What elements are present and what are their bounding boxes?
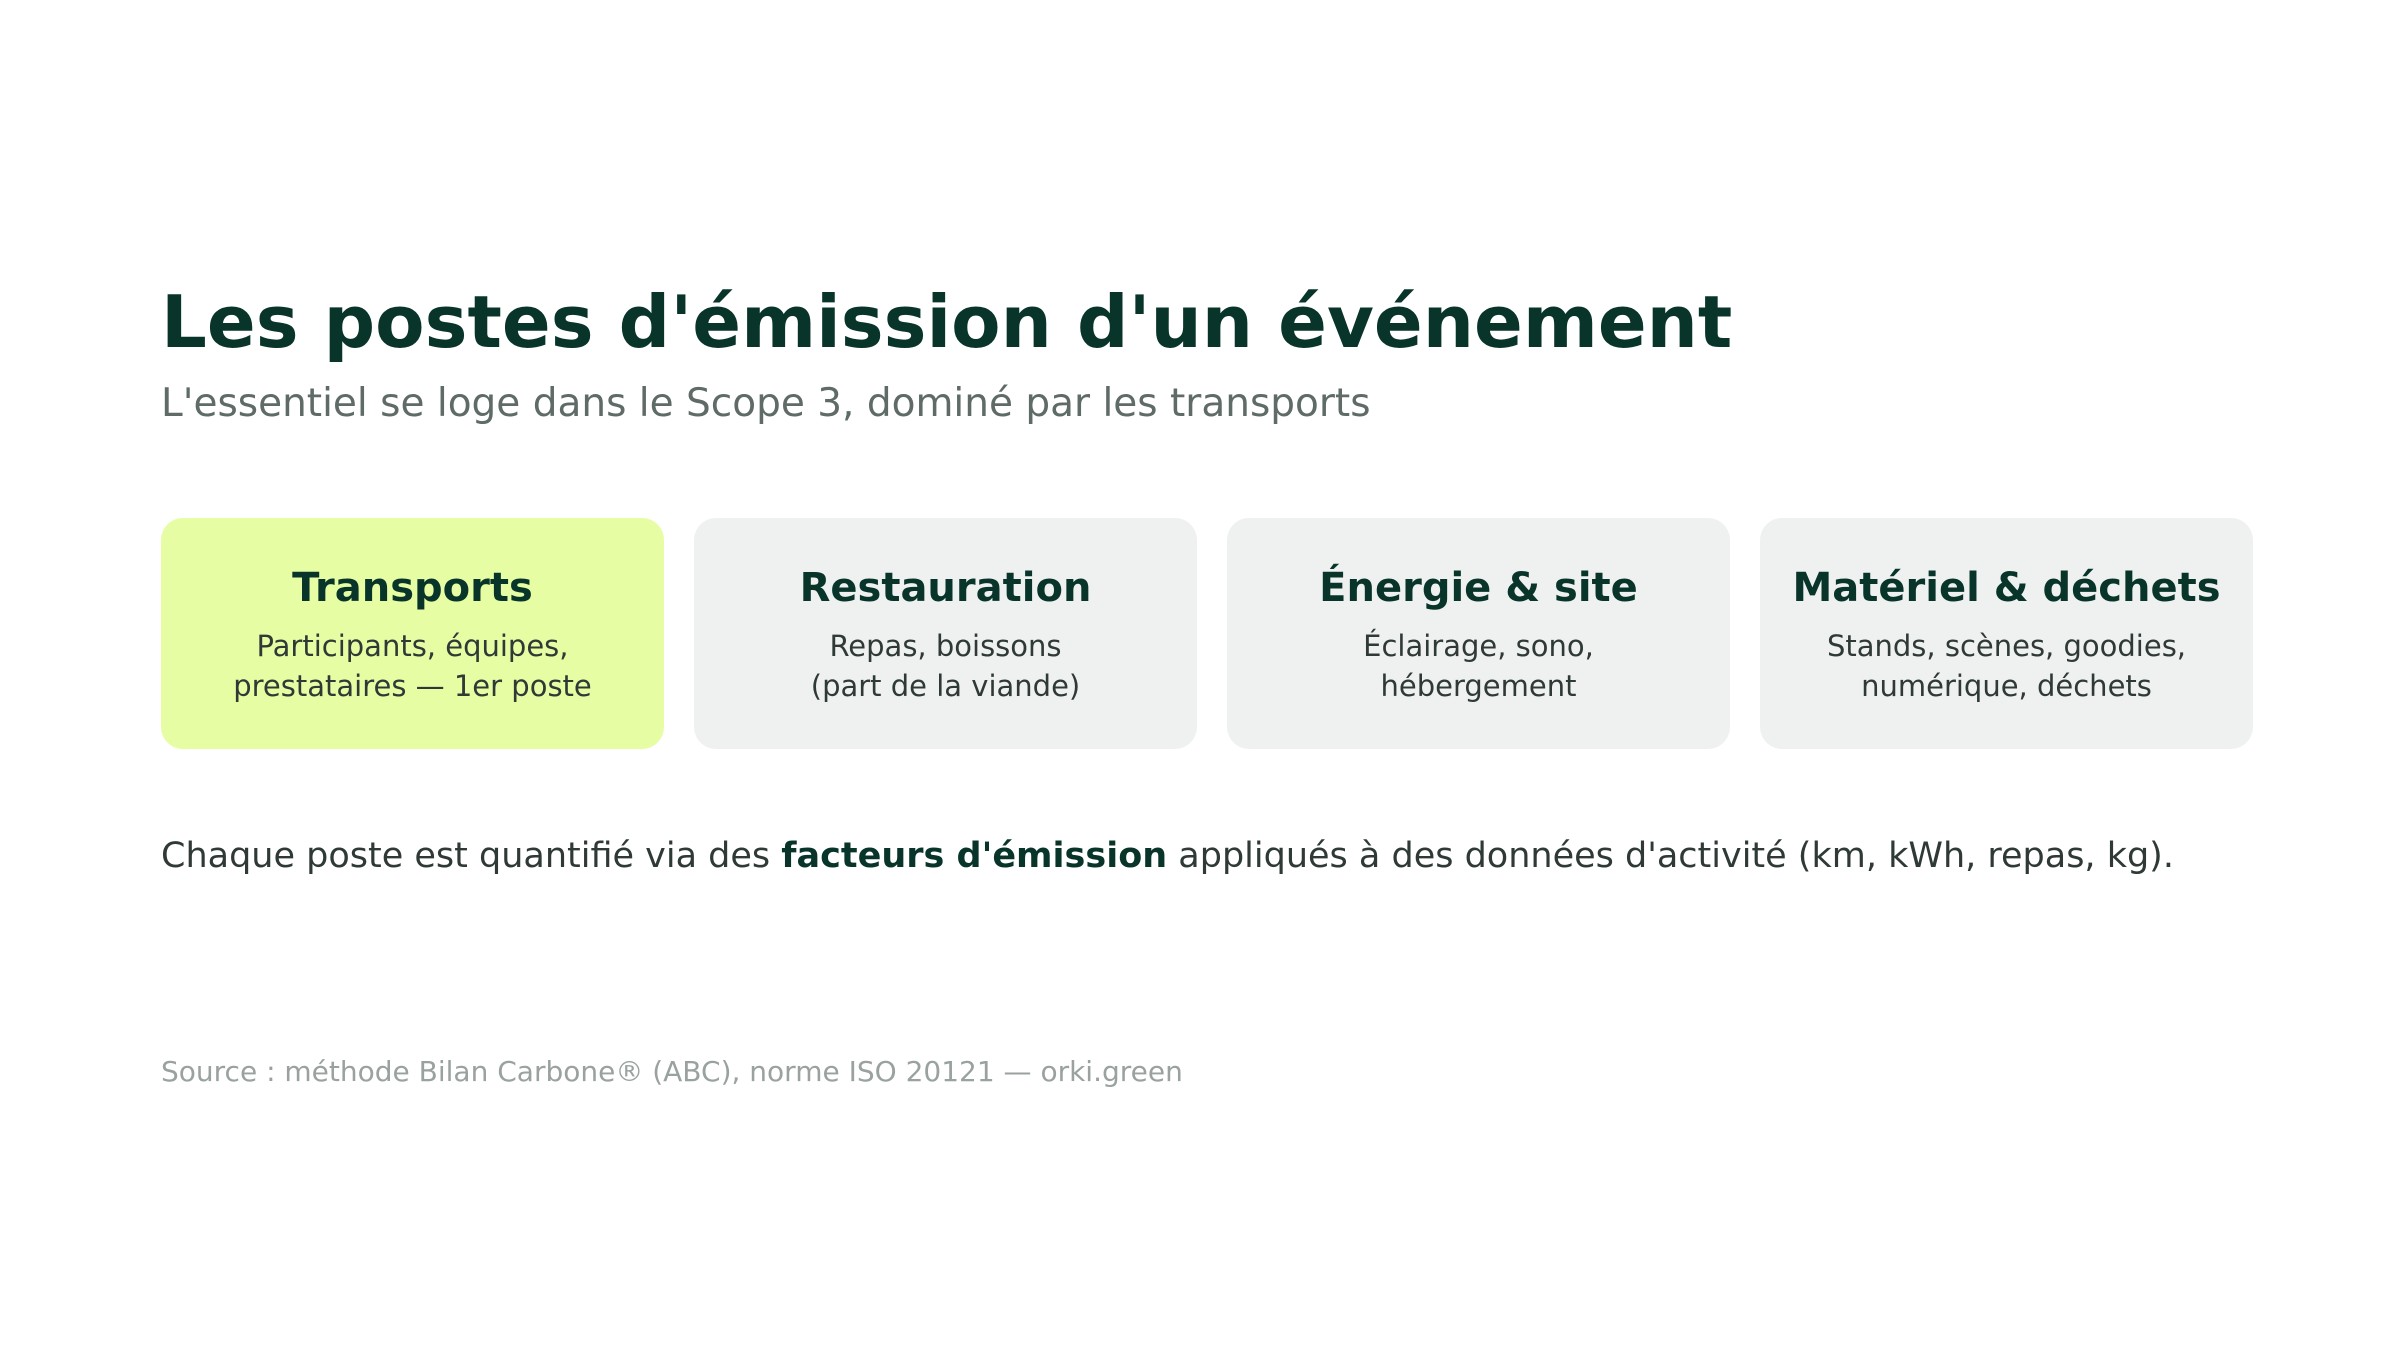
card-description: Stands, scènes, goodies, numérique, déchets <box>1826 628 2187 703</box>
card-title: Matériel & déchets <box>1792 564 2221 611</box>
card-description: Participants, équipes, prestataires — 1er poste <box>233 628 592 703</box>
card-title: Transports <box>292 564 533 611</box>
card-title: Restauration <box>799 564 1092 611</box>
source-note: Source : méthode Bilan Carbone® (ABC), norme ISO 20121 — orki.green <box>161 1055 1183 1088</box>
body-text-before: Chaque poste est quantifié via des <box>161 836 782 876</box>
card-description: Éclairage, sono, hébergement <box>1363 628 1594 703</box>
slide-subtitle: L'essentiel se loge dans le Scope 3, dominé par les transports <box>161 381 1371 426</box>
slide-title: Les postes d'émission d'un événement <box>161 280 1733 364</box>
body-text <box>161 832 2174 880</box>
card-title: Énergie & site <box>1319 564 1638 611</box>
body-text-emphasis: facteurs d'émission <box>781 836 1168 876</box>
card-materiel-dechets <box>1760 518 2253 749</box>
slide <box>161 0 2261 1350</box>
card-description: Repas, boissons (part de la viande) <box>810 628 1081 703</box>
emission-cards <box>161 518 2253 749</box>
card-energie-site <box>1227 518 1730 749</box>
card-transports <box>161 518 664 749</box>
card-restauration <box>694 518 1197 749</box>
body-text-after: appliqués à des données d'activité (km, kWh, repas, kg). <box>1167 836 2174 876</box>
